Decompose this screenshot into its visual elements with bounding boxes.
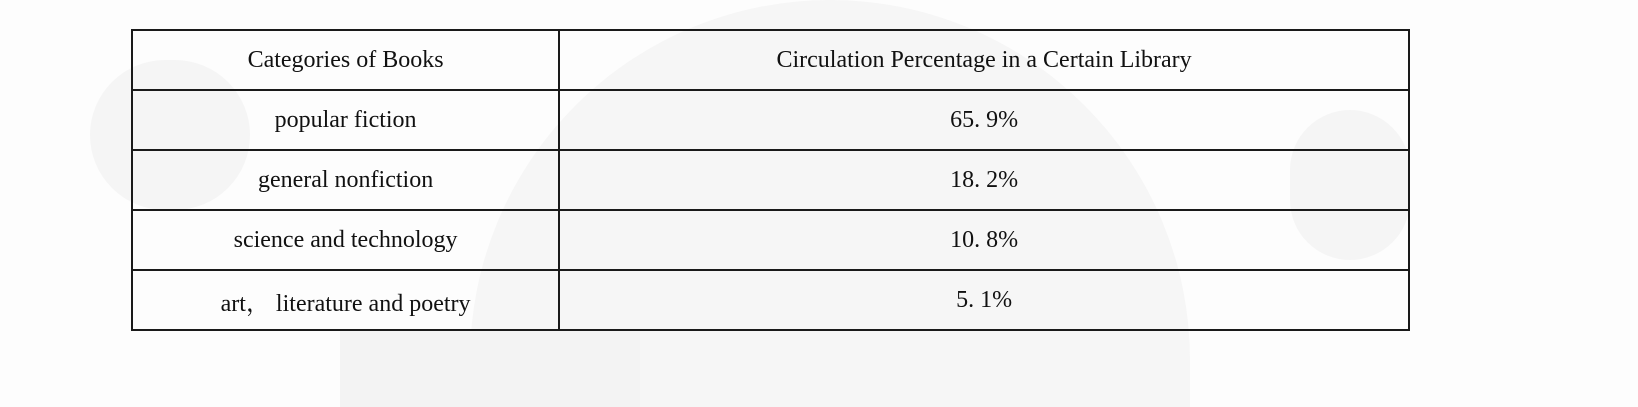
- table-row: [132, 210, 1409, 270]
- header-categories: Categories of Books: [132, 30, 559, 90]
- category-cell: art， literature and poetry: [132, 270, 559, 330]
- percentage-cell: 5. 1%: [559, 270, 1409, 330]
- percentage-cell: 65. 9%: [559, 90, 1409, 150]
- header-circulation-percentage: Circulation Percentage in a Certain Library: [559, 30, 1409, 90]
- category-cell: science and technology: [132, 210, 559, 270]
- table-row: [132, 270, 1409, 330]
- table-row: [132, 90, 1409, 150]
- table-row: [132, 150, 1409, 210]
- category-cell: general nonfiction: [132, 150, 559, 210]
- percentage-cell: 10. 8%: [559, 210, 1409, 270]
- percentage-cell: 18. 2%: [559, 150, 1409, 210]
- circulation-table: [131, 29, 1410, 331]
- table-header-row: [132, 30, 1409, 90]
- watermark-shape: [340, 330, 640, 407]
- category-cell: popular fiction: [132, 90, 559, 150]
